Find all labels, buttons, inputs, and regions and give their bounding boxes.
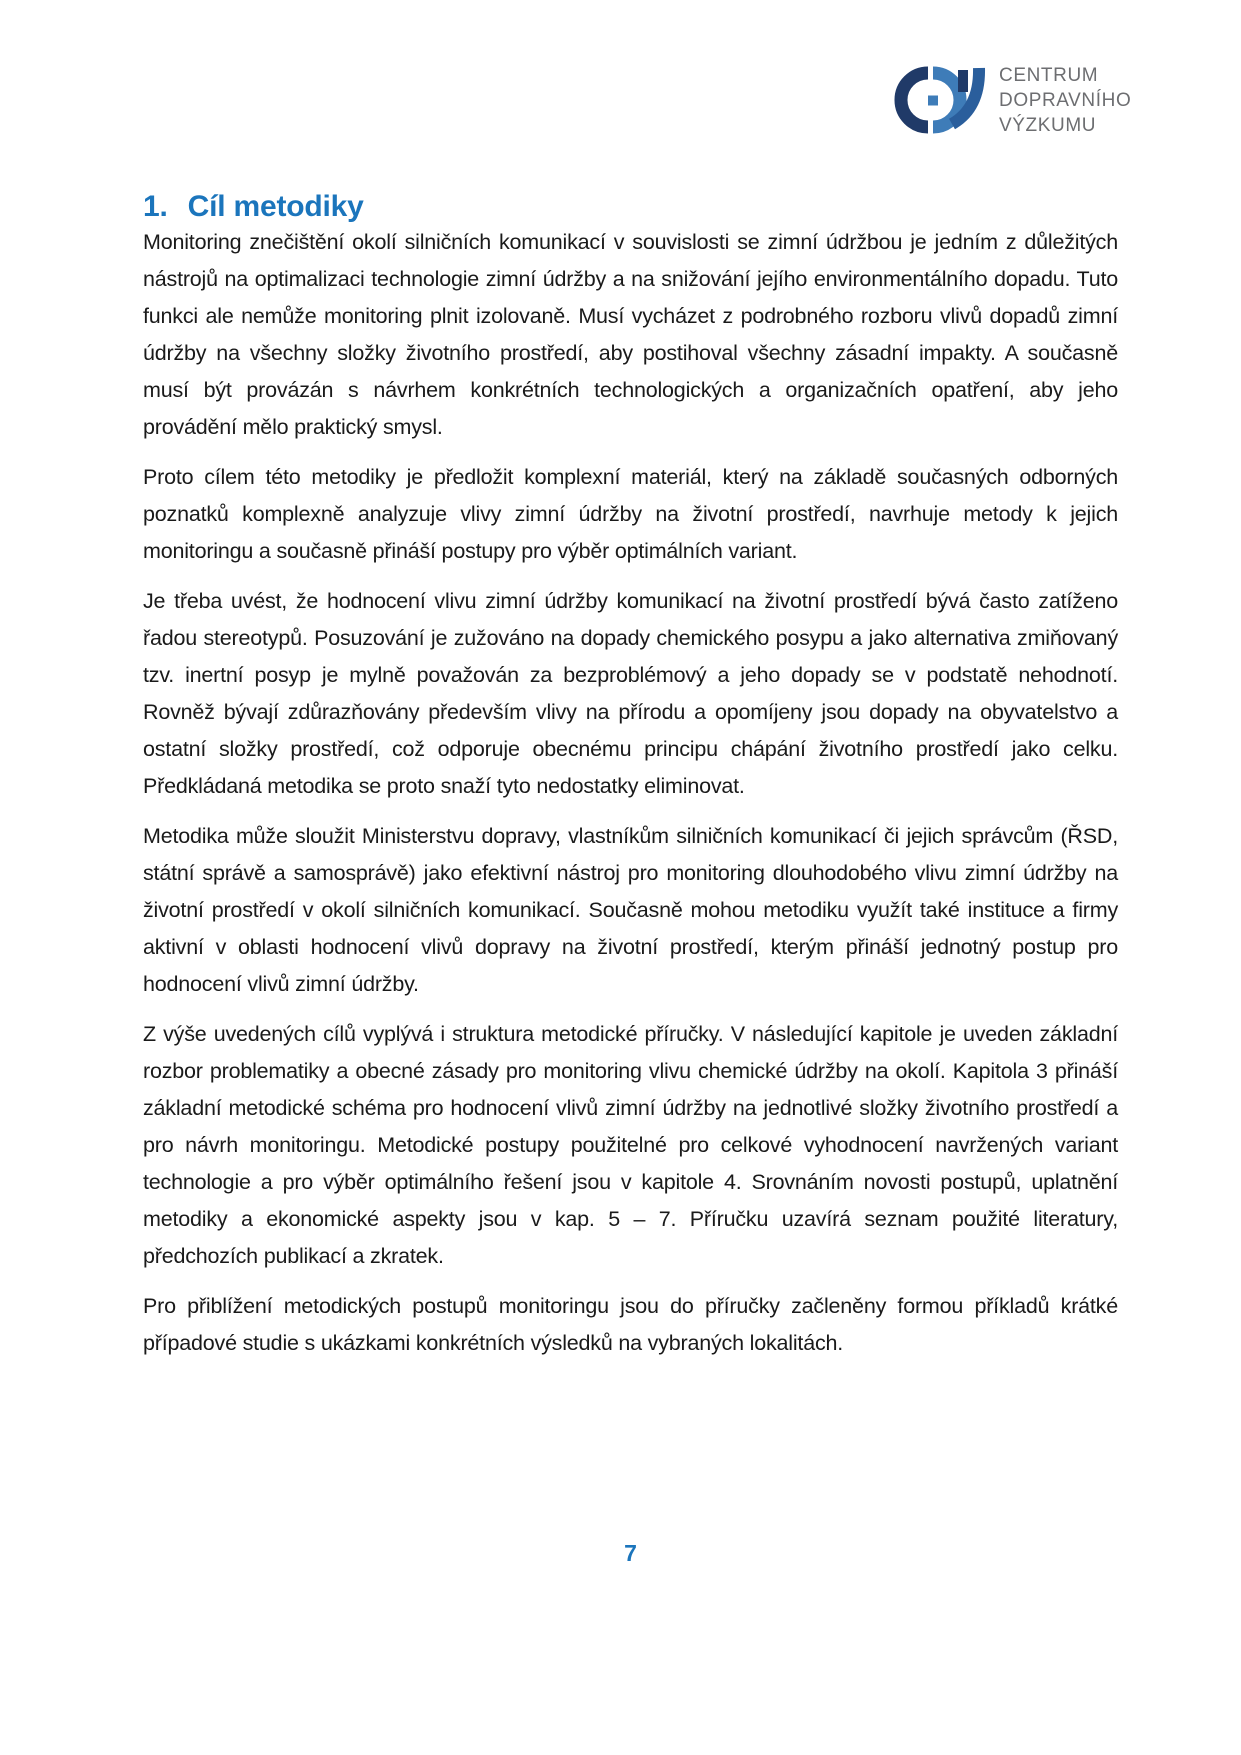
section-title: Cíl metodiky [187, 190, 364, 224]
paragraph-1: Monitoring znečištění okolí silničních komunikací v souvislosti se zimní údržbou je jedním z důležitých nástrojů na optimalizaci technologie zimní údržby a na snižování jejího environmentálního dopadu. Tuto funkci ale nemůže monitoring plnit izolovaně. Musí vycházet z podrobného rozboru vlivů dopadů zimní údržby na všechny složky životního prostředí, aby postihoval všechny zásadní impakty. A současně musí být provázán s návrhem konkrétních technologických a organizačních opatření, aby jeho provádění mělo praktický smysl. [143, 230, 1118, 439]
paragraph-5: Z výše uvedených cílů vyplývá i struktura metodické příručky. V následující kapitole je uveden základní rozbor problematiky a obecné zásady pro monitoring vlivu chemické údržby na okolí. Kapitola 3 přináší základní metodické schéma pro hodnocení vlivů zimní údržby na jednotlivé složky životního prostředí a pro návrh monitoringu. Metodické postupy použitelné pro celkové vyhodnocení navržených variant technologie a pro výběr optimálního řešení jsou v kapitole 4. Srovnáním novosti postupů, uplatnění metodiky a ekonomické aspekty jsou v kap. 5 – 7. Příručku uzavírá seznam použité literatury, předchozích publikací a zkratek. [143, 1022, 1118, 1268]
cdv-logo [886, 60, 1131, 140]
page-number: 7 [624, 1540, 637, 1566]
section-number: 1. [143, 190, 168, 224]
cdv-logo-wordmark [999, 63, 1131, 138]
logo-line-2: DOPRAVNÍHO [999, 89, 1132, 111]
paragraph-4: Metodika může sloužit Ministerstvu dopravy, vlastníkům silničních komunikací či jejich správcům (ŘSD, státní správě a samosprávě) jako efektivní nástroj pro monitoring dlouhodobého vlivu zimní údržby na životní prostředí v okolí silničních komunikací. Současně mohou metodiku využít také instituce a firmy aktivní v oblasti hodnocení vlivů dopravy na životní prostředí, kterým přináší jednotný postup pro hodnocení vlivů zimní údržby. [143, 824, 1118, 996]
logo-line-1: CENTRUM [999, 64, 1099, 86]
paragraph-3: Je třeba uvést, že hodnocení vlivu zimní údržby komunikací na životní prostředí bývá často zatíženo řadou stereotypů. Posuzování je zužováno na dopady chemického posypu a jako alternativa zmiňovaný tzv. inertní posyp je mylně považován za bezproblémový a jeho dopady se v podstatě nehodnotí. Rovněž bývají zdůrazňovány především vlivy na přírodu a opomíjeny jsou dopady na obyvatelstvo a ostatní složky prostředí, což odporuje obecnému principu chápání životního prostředí jako celku. Předkládaná metodika se proto snaží tyto nedostatky eliminovat. [143, 589, 1118, 798]
paragraph-6: Pro přiblížení metodických postupů monitoringu jsou do příručky začleněny formou příkladů krátké případové studie s ukázkami konkrétních výsledků na vybraných lokalitách. [143, 1294, 1118, 1355]
body-text [143, 224, 1118, 1375]
paragraph-2: Proto cílem této metodiky je předložit komplexní materiál, který na základě současných odborných poznatků komplexně analyzuje vlivy zimní údržby na životní prostředí, navrhuje metody k jejich monitoringu a současně přináší postupy pro výběr optimálních variant. [143, 465, 1118, 563]
section-heading [143, 190, 364, 224]
cdv-logo-mark-icon [886, 60, 986, 140]
logo-line-3: VÝZKUMU [999, 114, 1097, 136]
